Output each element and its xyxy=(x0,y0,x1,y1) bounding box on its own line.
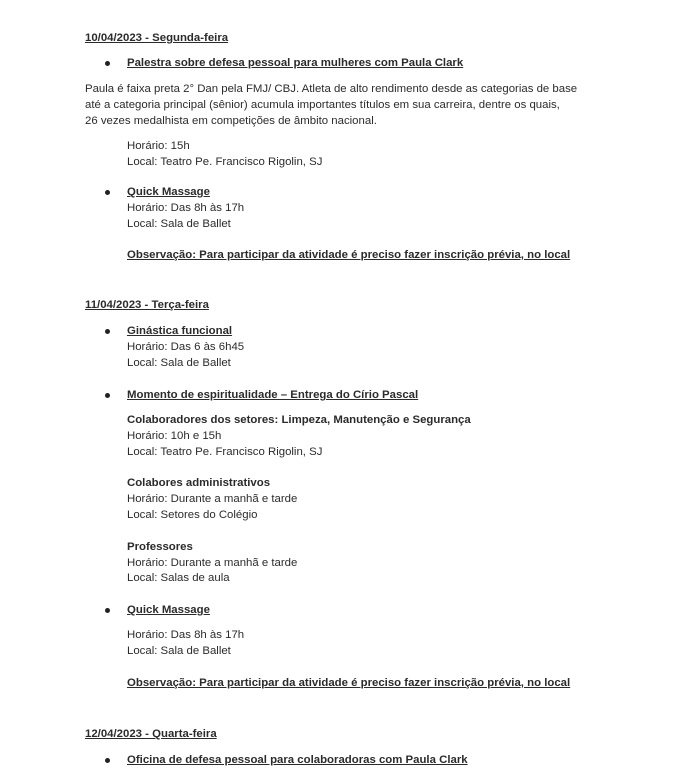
bullet-icon xyxy=(105,61,110,66)
event-title: Momento de espiritualidade – Entrega do Círio Pascal xyxy=(127,389,419,401)
group-name: Professores xyxy=(127,541,193,553)
bullet-icon xyxy=(105,329,110,334)
observation-note: Observação: Para participar da atividade é preciso fazer inscrição prévia, no local xyxy=(127,249,571,261)
event-description-line: 26 vezes medalhista em competições de âmbito nacional. xyxy=(85,115,377,127)
event-horario: Horário: Das 8h às 17h xyxy=(127,629,245,641)
observation-note: Observação: Para participar da atividade é preciso fazer inscrição prévia, no local xyxy=(127,677,571,689)
event-local: Local: Teatro Pe. Francisco Rigolin, SJ xyxy=(127,156,323,168)
group-horario: Horário: Durante a manhã e tarde xyxy=(127,493,298,505)
event-horario: Horário: Das 6 às 6h45 xyxy=(127,341,245,353)
event-horario: Horário: 15h xyxy=(127,140,190,152)
day-header: 12/04/2023 - Quarta-feira xyxy=(85,728,217,740)
event-local: Local: Sala de Ballet xyxy=(127,645,231,657)
event-title: Palestra sobre defesa pessoal para mulheres com Paula Clark xyxy=(127,57,464,69)
group-local: Local: Salas de aula xyxy=(127,572,230,584)
day-header: 11/04/2023 - Terça-feira xyxy=(85,299,209,311)
event-title: Oficina de defesa pessoal para colaboradoras com Paula Clark xyxy=(127,754,468,766)
event-description-line: Paula é faixa preta 2° Dan pela FMJ/ CBJ. Atleta de alto rendimento desde as categorias de base xyxy=(85,83,578,95)
group-horario: Horário: 10h e 15h xyxy=(127,430,222,442)
day-header: 10/04/2023 - Segunda-feira xyxy=(85,32,229,44)
event-title: Ginástica funcional xyxy=(127,325,233,337)
group-local: Local: Teatro Pe. Francisco Rigolin, SJ xyxy=(127,446,323,458)
event-horario: Horário: Das 8h às 17h xyxy=(127,202,245,214)
event-local: Local: Sala de Ballet xyxy=(127,218,231,230)
group-name: Colabores administrativos xyxy=(127,477,271,489)
event-description-line: até a categoria principal (sênior) acumula importantes títulos em sua carreira, dentre os quais, xyxy=(85,99,560,111)
event-title: Quick Massage xyxy=(127,186,210,198)
bullet-icon xyxy=(105,758,110,763)
group-name: Colaboradores dos setores: Limpeza, Manutenção e Segurança xyxy=(127,414,471,426)
event-title: Quick Massage xyxy=(127,604,210,616)
bullet-icon xyxy=(105,393,110,398)
bullet-icon xyxy=(105,190,110,195)
bullet-icon xyxy=(105,608,110,613)
group-local: Local: Setores do Colégio xyxy=(127,509,258,521)
group-horario: Horário: Durante a manhã e tarde xyxy=(127,557,298,569)
event-local: Local: Sala de Ballet xyxy=(127,357,231,369)
